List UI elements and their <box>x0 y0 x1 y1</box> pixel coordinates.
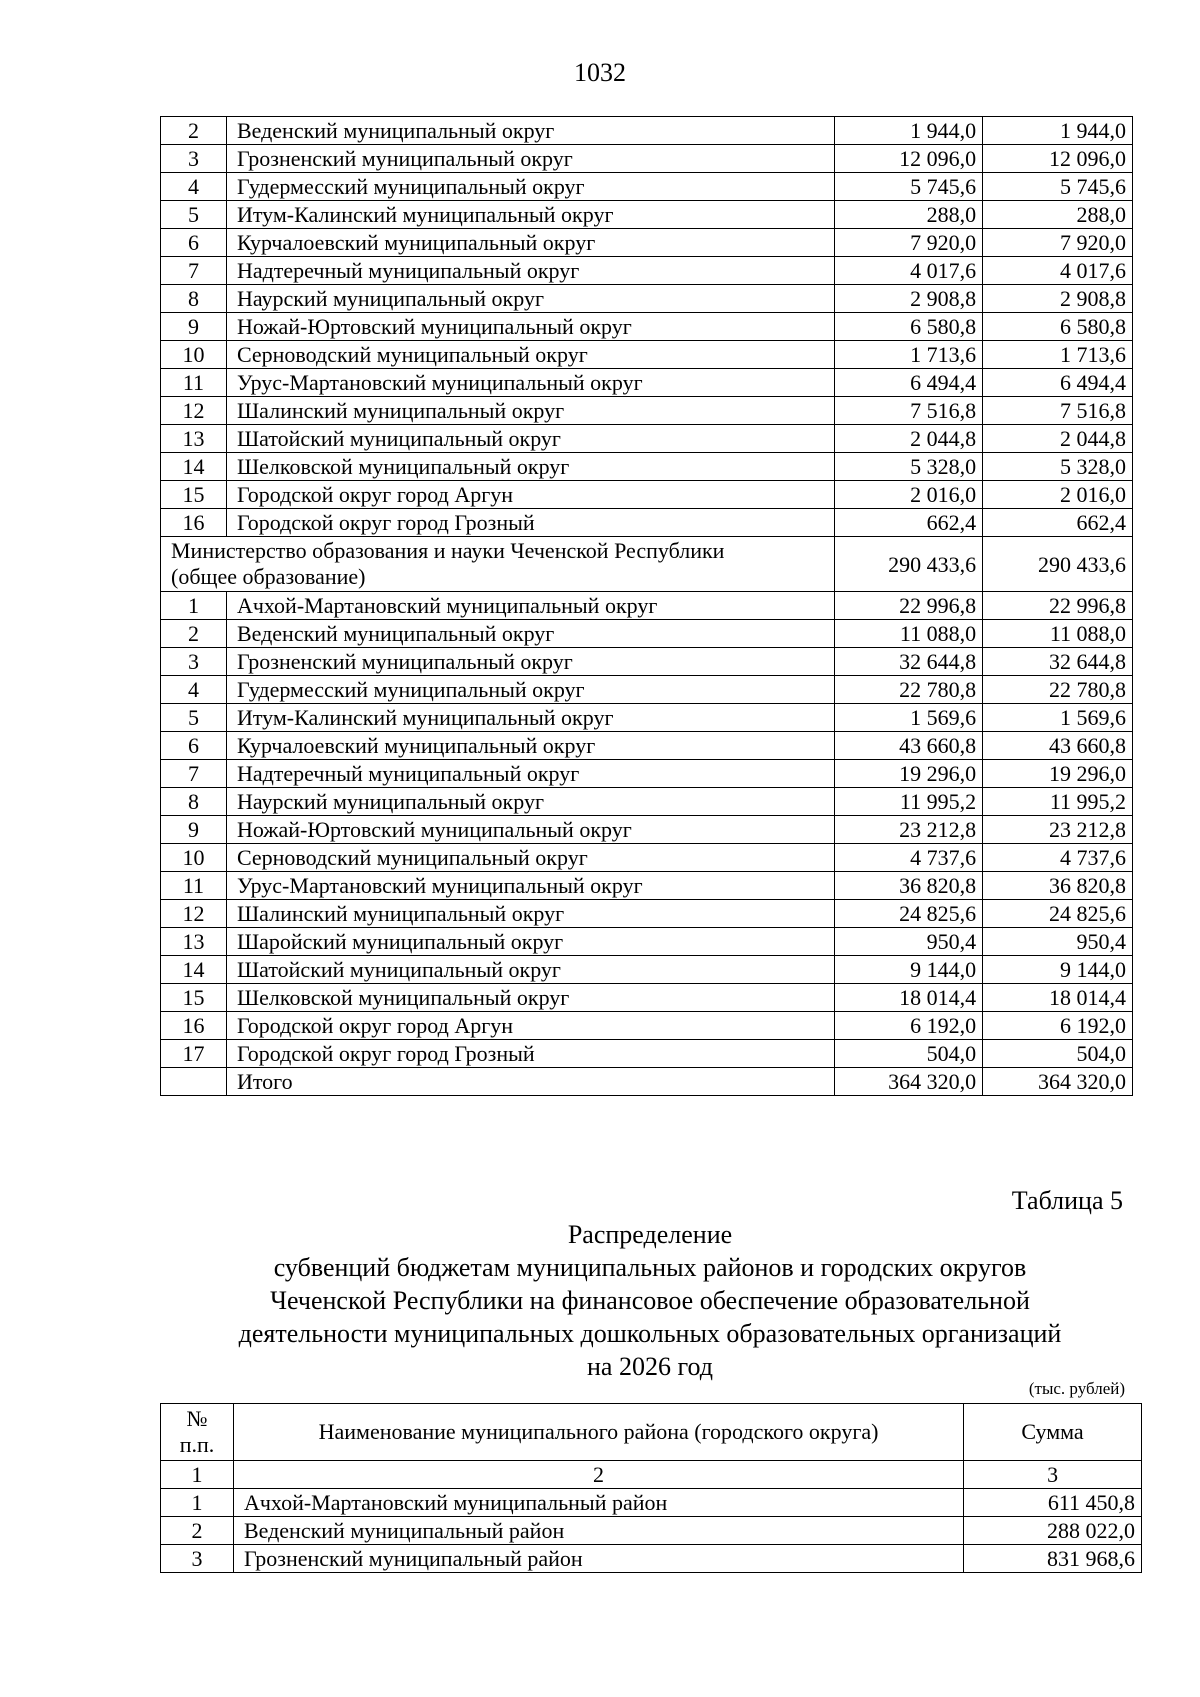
row-number: 9 <box>161 313 227 341</box>
district-name: Ачхой-Мартановский муниципальный район <box>233 1489 963 1517</box>
district-name: Веденский муниципальный округ <box>226 117 834 145</box>
district-name: Курчалоевский муниципальный округ <box>226 732 834 760</box>
amount-2: 24 825,6 <box>983 900 1133 928</box>
section-row <box>161 537 1133 592</box>
amount-2: 19 296,0 <box>983 760 1133 788</box>
amount-2: 7 920,0 <box>983 229 1133 257</box>
district-name: Серноводский муниципальный округ <box>226 341 834 369</box>
district-name: Городской округ город Грозный <box>226 1040 834 1068</box>
district-name: Шаройский муниципальный округ <box>226 928 834 956</box>
total-row <box>161 1068 1133 1096</box>
amount: 831 968,6 <box>964 1545 1142 1573</box>
amount-2: 11 088,0 <box>983 620 1133 648</box>
district-name: Наурский муниципальный округ <box>226 788 834 816</box>
amount-2: 43 660,8 <box>983 732 1133 760</box>
amount-1: 288,0 <box>835 201 983 229</box>
district-name: Городской округ город Аргун <box>226 481 834 509</box>
section-title: Министерство образования и науки Чеченской Республики (общее образование) <box>161 537 835 592</box>
amount-2: 1 569,6 <box>983 704 1133 732</box>
amount-2: 5 745,6 <box>983 173 1133 201</box>
row-number: 1 <box>161 1489 234 1517</box>
amount-2: 1 713,6 <box>983 341 1133 369</box>
table-title <box>160 1218 1140 1383</box>
amount-2: 950,4 <box>983 928 1133 956</box>
table1-rows-b <box>161 592 1133 1068</box>
row-number: 16 <box>161 509 227 537</box>
table-row <box>161 760 1133 788</box>
table-row <box>161 1040 1133 1068</box>
table1-total <box>161 1068 1133 1096</box>
district-name: Итум-Калинский муниципальный округ <box>226 704 834 732</box>
total-num-cell <box>161 1068 227 1096</box>
row-number: 11 <box>161 872 227 900</box>
table-row <box>161 956 1133 984</box>
amount-1: 9 144,0 <box>835 956 983 984</box>
row-number: 8 <box>161 788 227 816</box>
total-label: Итого <box>226 1068 834 1096</box>
amount-1: 22 780,8 <box>835 676 983 704</box>
district-name: Наурский муниципальный округ <box>226 285 834 313</box>
row-number: 7 <box>161 760 227 788</box>
table-row <box>161 453 1133 481</box>
amount-2: 22 780,8 <box>983 676 1133 704</box>
amount-2: 6 494,4 <box>983 369 1133 397</box>
title-line: Распределение <box>567 1220 733 1249</box>
district-name: Грозненский муниципальный район <box>233 1545 963 1573</box>
amount-1: 5 745,6 <box>835 173 983 201</box>
total-value-1: 364 320,0 <box>835 1068 983 1096</box>
table-row <box>161 201 1133 229</box>
row-number: 17 <box>161 1040 227 1068</box>
amount-1: 5 328,0 <box>835 453 983 481</box>
title-line: субвенций бюджетам муниципальных районов и городских округов <box>273 1253 1027 1282</box>
amount-1: 11 088,0 <box>835 620 983 648</box>
amount-2: 4 737,6 <box>983 844 1133 872</box>
row-number: 10 <box>161 844 227 872</box>
amount-1: 662,4 <box>835 509 983 537</box>
amount-1: 4 737,6 <box>835 844 983 872</box>
section-value-1: 290 433,6 <box>835 537 983 592</box>
row-number: 11 <box>161 369 227 397</box>
amount-2: 32 644,8 <box>983 648 1133 676</box>
amount-1: 950,4 <box>835 928 983 956</box>
district-name: Надтеречный муниципальный округ <box>226 257 834 285</box>
district-name: Грозненский муниципальный округ <box>226 145 834 173</box>
district-name: Гудермесский муниципальный округ <box>226 173 834 201</box>
header-name: Наименование муниципального района (городского округа) <box>233 1404 963 1461</box>
amount-1: 22 996,8 <box>835 592 983 620</box>
table-row <box>161 229 1133 257</box>
row-number: 8 <box>161 285 227 313</box>
table-row <box>161 1489 1142 1517</box>
amount-1: 2 908,8 <box>835 285 983 313</box>
amount-2: 18 014,4 <box>983 984 1133 1012</box>
table-row <box>161 145 1133 173</box>
table-row <box>161 1545 1142 1573</box>
colnum-cell: 1 <box>161 1461 234 1489</box>
table-row <box>161 732 1133 760</box>
district-name: Шелковской муниципальный округ <box>226 984 834 1012</box>
amount-1: 6 580,8 <box>835 313 983 341</box>
row-number: 15 <box>161 984 227 1012</box>
amount-1: 2 016,0 <box>835 481 983 509</box>
table-row <box>161 397 1133 425</box>
amount-2: 6 192,0 <box>983 1012 1133 1040</box>
colnum-cell: 2 <box>233 1461 963 1489</box>
table-row <box>161 844 1133 872</box>
title-line: деятельности муниципальных дошкольных образовательных организаций <box>238 1319 1062 1348</box>
section-value-2: 290 433,6 <box>983 537 1133 592</box>
row-number: 1 <box>161 592 227 620</box>
district-name: Шатойский муниципальный округ <box>226 425 834 453</box>
row-number: 7 <box>161 257 227 285</box>
table-row <box>161 620 1133 648</box>
table-row <box>161 788 1133 816</box>
district-name: Шалинский муниципальный округ <box>226 397 834 425</box>
table-row <box>161 481 1133 509</box>
amount-1: 1 569,6 <box>835 704 983 732</box>
table-row <box>161 704 1133 732</box>
row-number: 12 <box>161 397 227 425</box>
table-row <box>161 285 1133 313</box>
table-row <box>161 313 1133 341</box>
amount-2: 2 044,8 <box>983 425 1133 453</box>
amount-1: 1 713,6 <box>835 341 983 369</box>
district-name: Веденский муниципальный округ <box>226 620 834 648</box>
table-row <box>161 341 1133 369</box>
row-number: 4 <box>161 676 227 704</box>
amount-2: 5 328,0 <box>983 453 1133 481</box>
amount-2: 662,4 <box>983 509 1133 537</box>
district-name: Ачхой-Мартановский муниципальный округ <box>226 592 834 620</box>
district-name: Ножай-Юртовский муниципальный округ <box>226 313 834 341</box>
district-name: Итум-Калинский муниципальный округ <box>226 201 834 229</box>
table-row <box>161 984 1133 1012</box>
amount-2: 504,0 <box>983 1040 1133 1068</box>
district-name: Городской округ город Грозный <box>226 509 834 537</box>
amount-2: 36 820,8 <box>983 872 1133 900</box>
row-number: 2 <box>161 117 227 145</box>
amount-1: 4 017,6 <box>835 257 983 285</box>
row-number: 5 <box>161 704 227 732</box>
district-name: Шелковской муниципальный округ <box>226 453 834 481</box>
amount-1: 1 944,0 <box>835 117 983 145</box>
district-name: Веденский муниципальный район <box>233 1517 963 1545</box>
amount-1: 24 825,6 <box>835 900 983 928</box>
amount-2: 1 944,0 <box>983 117 1133 145</box>
amount-2: 7 516,8 <box>983 397 1133 425</box>
table1-section <box>161 537 1133 592</box>
header-sum: Сумма <box>964 1404 1142 1461</box>
table5-colnum-row <box>161 1461 1142 1489</box>
district-name: Городской округ город Аргун <box>226 1012 834 1040</box>
amount-2: 2 016,0 <box>983 481 1133 509</box>
table-row <box>161 173 1133 201</box>
table-row <box>161 592 1133 620</box>
header-number: № п.п. <box>161 1404 234 1461</box>
row-number: 9 <box>161 816 227 844</box>
row-number: 6 <box>161 732 227 760</box>
amount-1: 6 192,0 <box>835 1012 983 1040</box>
amount-1: 43 660,8 <box>835 732 983 760</box>
amount-1: 11 995,2 <box>835 788 983 816</box>
distribution-table-5 <box>160 1403 1142 1573</box>
table-row <box>161 425 1133 453</box>
amount-2: 22 996,8 <box>983 592 1133 620</box>
amount-1: 23 212,8 <box>835 816 983 844</box>
amount-2: 2 908,8 <box>983 285 1133 313</box>
amount-2: 6 580,8 <box>983 313 1133 341</box>
amount-2: 23 212,8 <box>983 816 1133 844</box>
table-label: Таблица 5 <box>1011 1186 1123 1215</box>
title-line: на 2026 год <box>587 1352 713 1381</box>
row-number: 2 <box>161 620 227 648</box>
row-number: 16 <box>161 1012 227 1040</box>
amount-1: 32 644,8 <box>835 648 983 676</box>
row-number: 13 <box>161 425 227 453</box>
table-row <box>161 816 1133 844</box>
amount: 611 450,8 <box>964 1489 1142 1517</box>
table-row <box>161 676 1133 704</box>
district-name: Серноводский муниципальный округ <box>226 844 834 872</box>
row-number: 2 <box>161 1517 234 1545</box>
table-row <box>161 509 1133 537</box>
amount-1: 7 516,8 <box>835 397 983 425</box>
row-number: 10 <box>161 341 227 369</box>
table-row <box>161 900 1133 928</box>
district-name: Шатойский муниципальный округ <box>226 956 834 984</box>
title-line: Чеченской Республики на финансовое обеспечение образовательной <box>270 1286 1030 1315</box>
row-number: 14 <box>161 956 227 984</box>
table-row <box>161 257 1133 285</box>
table-row <box>161 648 1133 676</box>
distribution-table-continued <box>160 116 1133 1096</box>
row-number: 4 <box>161 173 227 201</box>
amount-1: 6 494,4 <box>835 369 983 397</box>
district-name: Гудермесский муниципальный округ <box>226 676 834 704</box>
amount-1: 18 014,4 <box>835 984 983 1012</box>
total-value-2: 364 320,0 <box>983 1068 1133 1096</box>
district-name: Шалинский муниципальный округ <box>226 900 834 928</box>
row-number: 15 <box>161 481 227 509</box>
row-number: 3 <box>161 145 227 173</box>
table-row <box>161 117 1133 145</box>
amount-2: 12 096,0 <box>983 145 1133 173</box>
amount-1: 36 820,8 <box>835 872 983 900</box>
amount-1: 504,0 <box>835 1040 983 1068</box>
amount-1: 12 096,0 <box>835 145 983 173</box>
amount: 288 022,0 <box>964 1517 1142 1545</box>
row-number: 13 <box>161 928 227 956</box>
table5-body <box>161 1404 1142 1573</box>
district-name: Ножай-Юртовский муниципальный округ <box>226 816 834 844</box>
colnum-cell: 3 <box>964 1461 1142 1489</box>
table-row <box>161 1012 1133 1040</box>
amount-1: 19 296,0 <box>835 760 983 788</box>
table-row <box>161 1517 1142 1545</box>
table5-header-row <box>161 1404 1142 1461</box>
amount-2: 288,0 <box>983 201 1133 229</box>
amount-2: 4 017,6 <box>983 257 1133 285</box>
row-number: 5 <box>161 201 227 229</box>
district-name: Урус-Мартановский муниципальный округ <box>226 872 834 900</box>
district-name: Курчалоевский муниципальный округ <box>226 229 834 257</box>
amount-2: 11 995,2 <box>983 788 1133 816</box>
district-name: Грозненский муниципальный округ <box>226 648 834 676</box>
district-name: Урус-Мартановский муниципальный округ <box>226 369 834 397</box>
table-row <box>161 928 1133 956</box>
amount-1: 7 920,0 <box>835 229 983 257</box>
row-number: 12 <box>161 900 227 928</box>
amount-2: 9 144,0 <box>983 956 1133 984</box>
district-name: Надтеречный муниципальный округ <box>226 760 834 788</box>
row-number: 14 <box>161 453 227 481</box>
amount-1: 2 044,8 <box>835 425 983 453</box>
row-number: 3 <box>161 1545 234 1573</box>
row-number: 3 <box>161 648 227 676</box>
units-note: (тыс. рублей) <box>1028 1379 1125 1398</box>
table1-rows-a <box>161 117 1133 537</box>
table-row <box>161 369 1133 397</box>
row-number: 6 <box>161 229 227 257</box>
page-number: 1032 <box>574 58 626 87</box>
table-row <box>161 872 1133 900</box>
